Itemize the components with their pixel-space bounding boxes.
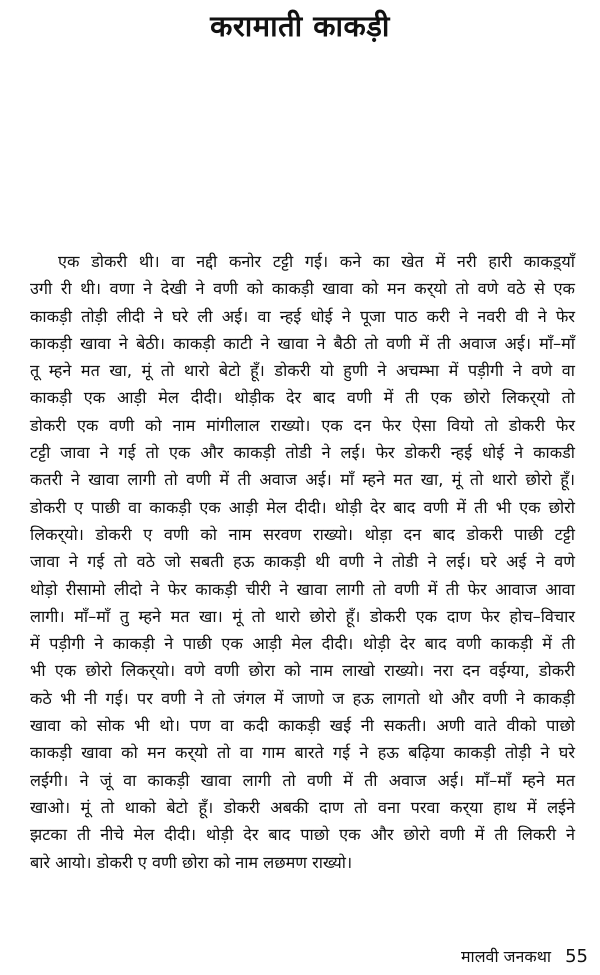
story-line: खावा को सोक भी थो। पण वा कदी काकड़ी खई नी सकती। अणी वाते वीको पाछो [30,716,575,736]
story-line: बारे आयो। डोकरी ए वणी छोरा को नाम लछमण राख्यो। [30,852,353,872]
story-line: भी एक छोरो लिकर्‌यो। वणे वणी छोरा को नाम लाखो राख्यो। नरा दन वईग्या, डोकरी [30,661,575,681]
story-title: करामाती काकड़ी [210,9,390,43]
story-line: एक डोकरी थी। वा नद्दी कनोर टट्टी गई। कने का खेत में नरी हारी काकड़्याँ [58,252,575,271]
story-body [30,248,575,876]
story-line: लिकर्‌यो। डोकरी ए वणी को नाम सरवण राख्यो। थोड़ा दन बाद डोकरी पाछी टट्टी [30,524,575,544]
story-line: लईगी। ने जूं वा काकड़ी खावा लागी तो वणी में ती अवाज अई। माँ–माँ म्हने मत [30,770,575,790]
story-line: काकड़ी खावा ने बेठी। काकड़ी काटी ने खावा ने बैठी तो वणी में ती अवाज अई। माँ–माँ [30,333,575,353]
story-line: कठे भी नी गई। पर वणी ने तो जंगल में जाणो ज हऊ लागतो थो और वणी ने काकड़ी [30,688,575,708]
story-line: झटका ती नीचे मेल दीदी। थोड़ी देर बाद पाछो एक और छोरो वणी में ती लिकरी ने [30,825,575,845]
story-line: टट्टी जावा ने गई तो एक और काकड़ी तोडी ने लई। फेर डोकरी न्हई धोई ने काकडी [30,443,575,463]
story-line: में पड़ीगी ने काकड़ी ने पाछी एक आड़ी मेल दीदी। थोड़ी देर बाद वणी काकड़ी में ती [30,634,575,654]
story-line: काकड़ी एक आड़ी मेल दीदी। थोड़ीक देर बाद वणी में ती एक छोरो लिकर्‌यो तो [30,388,575,408]
story-line: डोकरी एक वणी को नाम मांगीलाल राख्यो। एक दन फेर ऐसा वियो तो डोकरी फेर [30,415,575,435]
story-line: खाओ। मूं तो थाको बेटो हूँ। डोकरी अबकी दाण तो वना परवा कर्‌या हाथ में लईने [30,797,575,817]
story-line: काकड़ी खावा को मन कर्‌यो तो वा गाम बारते गई ने हऊ बढ़िया काकड़ी तोड़ी ने घरे [30,743,575,763]
story-line: डोकरी ए पाछी वा काकड़ी एक आड़ी मेल दीदी। थोड़ी देर बाद वणी में ती भी एक छोरो [30,497,575,517]
story-line: उगी री थी। वणा ने देखी ने वणी को काकड़ी खावा को मन कर्‌यो तो वणे वठे से एक [30,279,575,299]
page-footer [461,945,588,967]
story-line: लागी। माँ–माँ तु म्हने मत खा। मूं तो थारो छोरो हूँ। डोकरी एक दाण फेर होच–विचार [30,606,575,626]
story-line: कतरी ने खावा लागी तो वणी में ती अवाज अई। माँ म्हने मत खा, मूं तो थारो छोरो हूँ। [30,470,575,490]
book-title: मालवी जनकथा [460,947,552,966]
story-line: काकड़ी तोड़ी लीदी ने घरे ली अई। वा न्हई धोई ने पूजा पाठ करी ने नवरी वी ने फेर [30,306,575,326]
story-line: जावा ने गई तो वठे जो सबती हऊ काकड़ी थी वणी ने तोडी ने लई। घरे अई ने वणे [30,552,575,572]
story-line: थोड़ो रीसामो लीदो ने फेर काकड़ी चीरी ने खावा लागी तो वणी में ती फेर आवाज आवा [30,579,575,599]
page-number: 55 [565,946,588,967]
story-line: तू म्हने मत खा, मूं तो थारो बेटो हूँ। डोकरी यो हुणी ने अचम्भा में पड़ीगी ने वणे वा [30,361,575,381]
